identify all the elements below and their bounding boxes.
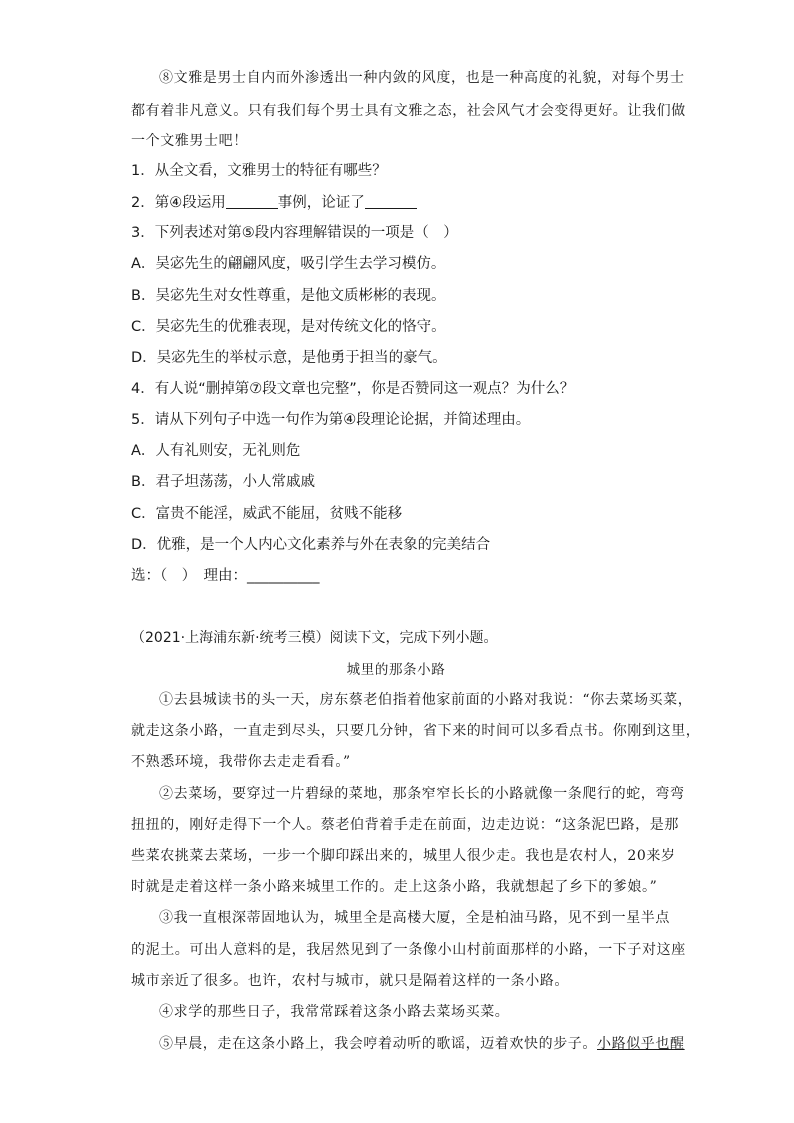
question-2 xyxy=(131,192,661,213)
passage2-line: ④求学的那些日子，我常常踩着这条小路去菜场买菜。 xyxy=(159,1004,510,1020)
question-5-reason-blank[interactable]: __________ xyxy=(247,568,320,584)
passage1-paragraph8-line1: ⑧文雅是男士自内而外渗透出一种内敛的风度，也是一种高度的礼貌，对每个男士 xyxy=(159,70,685,86)
question-5-option-a: A．人有礼则安，无礼则危 xyxy=(131,443,301,459)
question-3-option-b: B．吴宓先生对女性尊重，是他文质彬彬的表现。 xyxy=(131,288,446,304)
passage2-line: 就走这条小路，一直走到尽头，只要几分钟，省下来的时间可以多看点书。你刚到这里， xyxy=(131,723,701,739)
passage2-line: 城市亲近了很多。也许，农村与城市，就只是隔着这样的一条小路。 xyxy=(131,973,569,989)
question-3-option-c: C．吴宓先生的优雅表现，是对传统文化的恪守。 xyxy=(131,319,446,335)
passage2-last-line xyxy=(159,1034,685,1054)
passage2-underlined-sentence: 小路似乎也醒 xyxy=(597,1036,685,1052)
question-5-option-c: C．富贵不能淫，威武不能屈，贫贱不能移 xyxy=(131,506,403,522)
question-5: 5．请从下列句子中选一句作为第④段理论论据，并简述理由。 xyxy=(131,412,531,428)
question-5-option-d: D．优雅，是一个人内心文化素养与外在表象的完美结合 xyxy=(131,537,491,553)
answer-blank-argument[interactable] xyxy=(365,192,417,209)
question-2-part-a: 2．第④段运用 xyxy=(131,195,226,211)
answer-blank-example[interactable] xyxy=(226,192,278,209)
passage2-title: 城里的那条小路 xyxy=(346,662,446,678)
passage2-line: 扭扭的，刚好走得下一个人。蔡老伯背着手走在前面，边走边说：“这条泥巴路，是那 xyxy=(131,817,679,833)
passage2-line: 时就是走着这样一条小路来城里工作的。走上这条小路，我就想起了乡下的爹娘。” xyxy=(131,879,658,895)
question-3: 3．下列表述对第⑤段内容理解错误的一项是（ ） xyxy=(131,225,458,241)
passage2-line: 些菜农挑菜去菜场，一步一个脚印踩出来的，城里人很少走。我也是农村人，20来岁 xyxy=(131,848,676,864)
question-4: 4．有人说“删掉第⑦段文章也完整”，你是否赞同这一观点？为什么？ xyxy=(131,381,575,397)
passage2-line: ①去县城读书的头一天，房东蔡老伯指着他家前面的小路对我说：“你去菜场买菜， xyxy=(159,692,693,708)
passage2-line: 不熟悉环境，我带你去走走看看。” xyxy=(131,754,351,770)
passage1-paragraph8-line2: 都有着非凡意义。只有我们每个男士具有文雅之态，社会风气才会变得更好。让我们做 xyxy=(131,103,686,119)
passage2-line: 的泥土。可出人意料的是，我居然见到了一条像小山村前面那样的小路，一下子对这座 xyxy=(131,942,686,958)
passage1-paragraph8-line3: 一个文雅男士吧！ xyxy=(131,133,248,149)
question-5-option-b: B．君子坦荡荡，小人常戚戚 xyxy=(131,474,315,490)
passage2-line: ②去菜场，要穿过一片碧绿的菜地，那条窄窄长长的小路就像一条爬行的蛇，弯弯 xyxy=(159,786,685,802)
passage2-source: （2021·上海浦东新·统考三模）阅读下文，完成下列小题。 xyxy=(131,630,498,646)
question-2-part-b: 事例，论证了 xyxy=(277,195,365,211)
question-5-answer-line xyxy=(131,566,661,586)
question-5-answer-prompt: 选：（ ） 理由： xyxy=(131,568,247,584)
question-3-option-a: A．吴宓先生的翩翩风度，吸引学生去学习模仿。 xyxy=(131,256,446,272)
question-1: 1．从全文看，文雅男士的特征有哪些？ xyxy=(131,163,387,179)
passage2-last-line-text: ⑤早晨，走在这条小路上，我会哼着动听的歌谣，迈着欢快的步子。 xyxy=(159,1036,597,1052)
passage2-line: ③我一直根深蒂固地认为，城里全是高楼大厦，全是柏油马路，见不到一星半点 xyxy=(159,910,670,926)
question-3-option-d: D．吴宓先生的举杖示意，是他勇于担当的豪气。 xyxy=(131,350,447,366)
